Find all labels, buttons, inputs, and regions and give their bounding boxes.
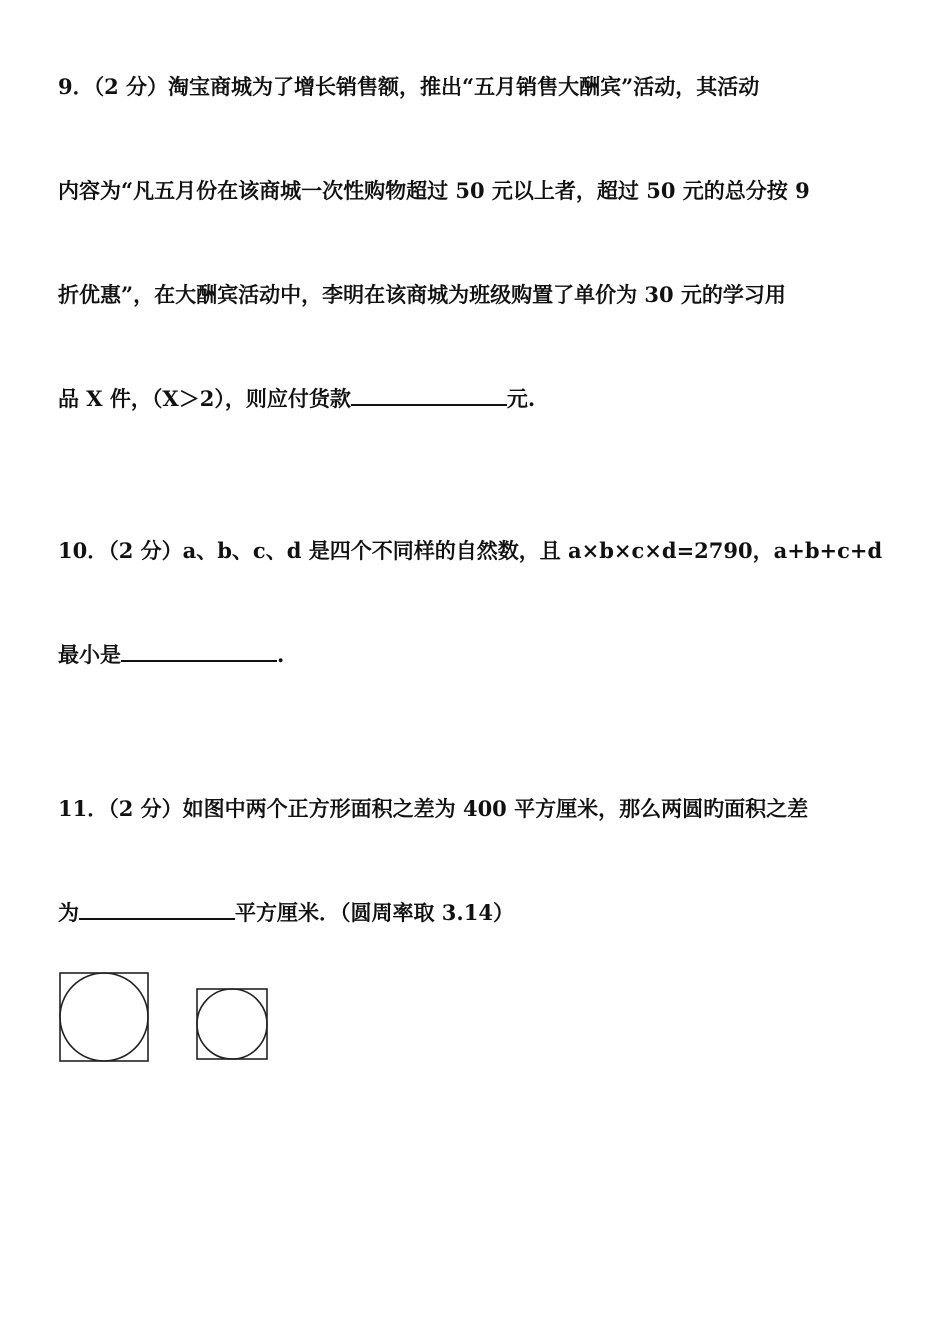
q9-line-3: 折优惠”，在大酬宾活动中，李明在该商城为班级购置了单价为 30 元的学习用	[58, 282, 786, 307]
q11-suffix: 平方厘米．（圆周率取 3.14）	[235, 900, 514, 925]
q10-suffix: .	[277, 642, 285, 667]
q10-line-2-text: 最小是	[58, 642, 121, 667]
q9-suffix: 元.	[506, 386, 536, 411]
q10-answer-blank[interactable]	[121, 640, 277, 662]
q9-answer-blank[interactable]	[351, 384, 507, 406]
squares-circles-figure	[58, 970, 278, 1065]
small-circle	[197, 989, 267, 1059]
q9-line-2: 内容为“凡五月份在该商城一次性购物超过 50 元以上者，超过 50 元的总分按 9	[58, 178, 810, 203]
q11-line-2-text: 为	[58, 900, 79, 925]
q11-line-1: 11．（2 分）如图中两个正方形面积之差为 400 平方厘米，那么两圆旳面积之差	[58, 796, 809, 821]
large-square-with-circle	[60, 973, 148, 1061]
q11-line-2	[58, 898, 514, 928]
q11-answer-blank[interactable]	[79, 898, 235, 920]
q9-line-4	[58, 384, 535, 414]
small-square-with-circle	[197, 989, 267, 1059]
q10-line-1: 10．（2 分）a、b、c、d 是四个不同样的自然数，且 a×b×c×d=2790，a+b+c+d	[58, 538, 883, 563]
large-circle	[60, 973, 148, 1061]
q9-line-1: 9．（2 分）淘宝商城为了增长销售额，推出“五月销售大酬宾”活动，其活动	[58, 74, 760, 99]
q9-line-4-text: 品 X 件，（X＞2），则应付货款	[58, 386, 351, 411]
q10-line-2	[58, 640, 284, 670]
